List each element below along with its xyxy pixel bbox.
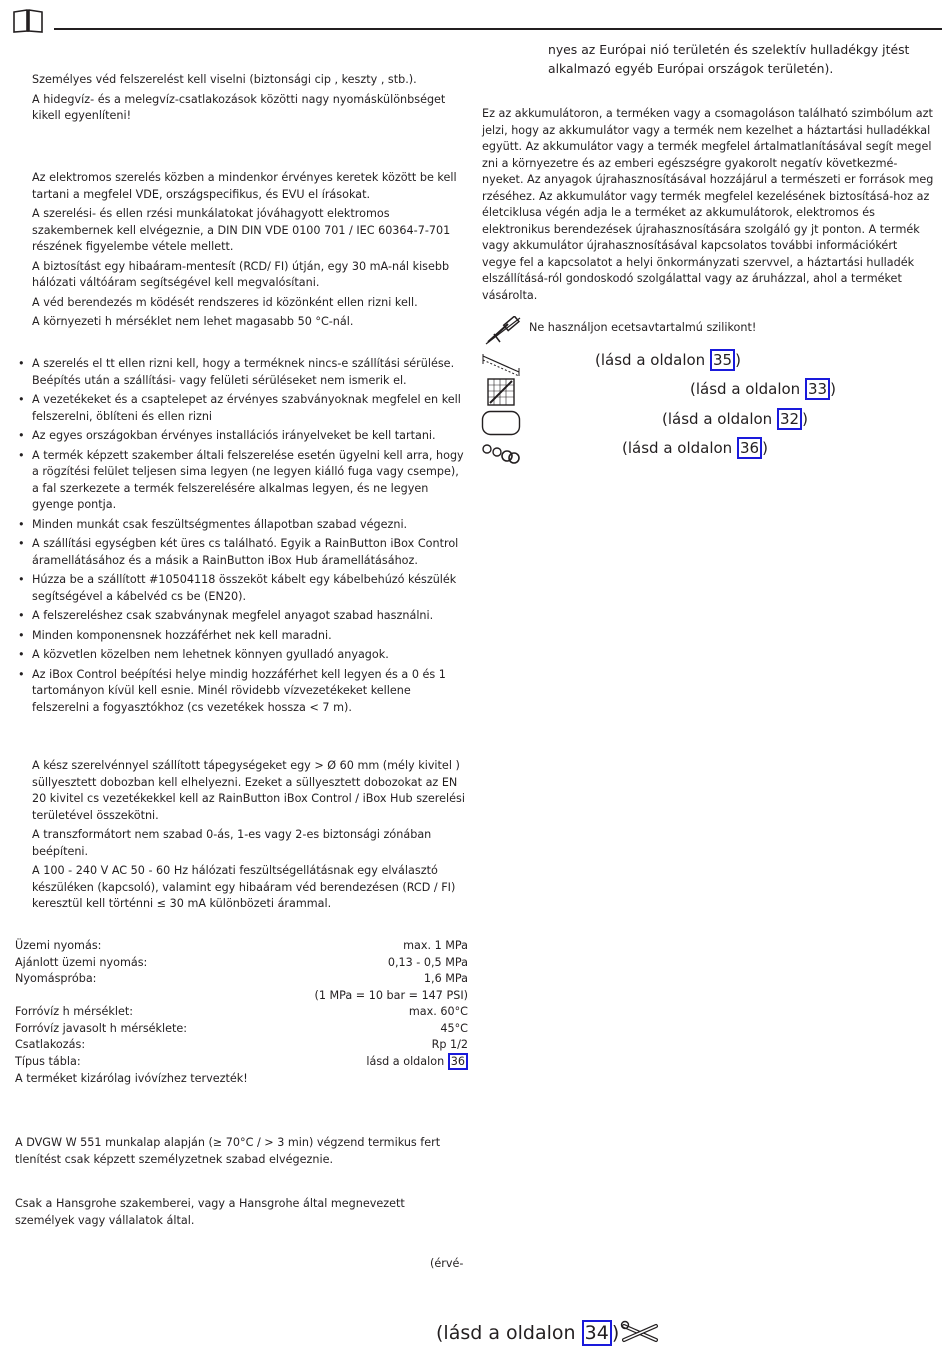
list-item: • A felszereléshez csak szabványnak megfelel anyagot szabad használni. [16, 608, 468, 625]
power-para: A transzformátort nem szabad 0-ás, 1-es vagy 2-es biztonsági zónában beépíteni. [32, 828, 432, 858]
list-item: • Húzza be a szállított #10504118 összeköt kábelt egy kábelbehúzó készülék segítségével a kábelvéd cs be (EN20). [16, 572, 468, 605]
spec-value: Rp 1/2 [431, 1038, 468, 1051]
ref-prefix: (lásd a oldalon [622, 439, 733, 457]
spec-value: 0,13 - 0,5 MPa [387, 955, 468, 969]
ref-suffix: ) [830, 380, 836, 398]
electric-para: A szerelési- és ellen rzési munkálatokat jóváhagyott elektromos szakembernek kell elvégeznie, a DIN DIN VDE 0100 701 / IEC 60364-7-701 részének figyelembe vétele mellett. [32, 207, 451, 253]
ref-prefix: lásd a oldalon [366, 1054, 445, 1068]
electric-section [32, 170, 468, 334]
power-section [32, 758, 468, 916]
disinfection-text: A DVGW W 551 munkalap alapján (≥ 70°C / > 3 min) végzend termikus fert tlenítést csak képzett személyzetnek szabad elvégeznie. [15, 1136, 441, 1166]
list-item: • A szállítási egységben két üres cs található. Egyik a RainButton iBox Control áramellátásához és a másik a RainButton iBox Hub áramellátásához. [16, 536, 468, 569]
ref-prefix: (lásd a oldalon [595, 351, 706, 369]
service-text: Csak a Hansgrohe szakemberei, vagy a Hansgrohe által megnevezett személyek vagy vállalatok által. [15, 1197, 405, 1227]
spec-label: Nyomáspróba: [15, 972, 97, 985]
spec-row [15, 955, 468, 972]
list-item: • Az iBox Control beépítési helye mindig hozzáférhet kell legyen és a 0 és 1 tartományon kívül kell esnie. Minél rövidebb vízvezetékeket kellene felszerelni a fogyasztókhoz (cs vezetékek hossza < 7 m). [16, 667, 468, 717]
list-item: • A termék képzett szakember általi felszerelése esetén ügyelni kell arra, hogy a rögzítési felület teljesen sima legyen (ne legyen kiálló fuga vagy csempe), a fal szerkezete a termék felszerelésére alkalmas legyen, és ne legyen gyenge pontja. [16, 448, 468, 514]
power-para: A kész szerelvénnyel szállított tápegységeket egy > Ø 60 mm (mély kivitel ) süllyesztett dobozban kell elhelyezni. Ezeket a süllyesztett dobozokat az EN 20 kivitel cs vezetékekkel kell az RainButton iBox Control / iBox Hub szerelési területével összekötni. [32, 759, 465, 822]
spec-value: 1,6 MPa [423, 972, 468, 985]
ref-suffix: ) [735, 351, 741, 369]
list-item: • A szerelés el tt ellen rizni kell, hogy a terméknek nincs-e szállítási sérülése. Beépítés után a szállítási- vagy felületi sérüléseket nem ismerik el. [16, 356, 468, 389]
open-book-icon [12, 8, 44, 34]
battery-text: Ez az akkumulátoron, a terméken vagy a csomagoláson található szimbólum azt jelzi, hogy az akkumulátor vagy a termék nem kezelhet a háztartási hulladékkal együtt. Az akkumulátor vagy a termék megfelel ártalmatlanításával segít megel zni a környezetre és az emberi egészségre gyakorolt negatív következmé-nyeket. Az anyagok újrahasznosításával hozzájárul a természeti er források meg rzéséhez. Az akkumulátor vagy termék megfelel kezelésének biztosításá-hoz az életciklusa végén adja le a terméket az akkumulátorok, elektromos és elektronikus berendezések újrahasznosítására szolgáló gy jt ponton. A termék vagy akkumulátor újrahasznosításával kapcsolatos további információkért vegye fel a kapcsolatot a helyi önkormányzati szervvel, a háztartási hulladék elszállításá-ról gondoskodó szolgálattal vagy az áruházzal, ahol a terméket vásárolta. [482, 107, 934, 302]
spec-value: max. 60°C [408, 1005, 468, 1018]
rounded-rectangle-icon [481, 410, 521, 436]
service-section [15, 1196, 465, 1229]
ref-prefix: (lásd a oldalon [690, 380, 801, 398]
spec-value: max. 1 MPa [403, 939, 468, 952]
header-rule [54, 28, 942, 30]
spec-row [15, 1037, 468, 1054]
spec-row [15, 1071, 468, 1088]
intro-ppe: Személyes véd felszerelést kell viselni (biztonsági cip , keszty , stb.). [32, 73, 417, 86]
spec-label: Forróvíz h mérséklet: [15, 1005, 134, 1018]
eu-text: nyes az Európai nió területén és szelektív hulladékgy jtést alkalmazó egyéb Európai országok területén). [548, 42, 910, 76]
spec-row [15, 988, 468, 1005]
list-item: • Az egyes országokban érvényes installációs irányelveket be kell tartani. [16, 428, 468, 445]
spec-label: Forróvíz javasolt h mérséklete: [15, 1021, 188, 1035]
spec-value: 45°C [440, 1021, 468, 1035]
page-ref-link[interactable]: 36 [737, 437, 762, 459]
page-ref-row [690, 376, 836, 402]
eu-section [548, 40, 940, 78]
page-ref-link[interactable]: 36 [448, 1053, 468, 1070]
safety-bullets [16, 356, 468, 719]
page-ref-row [595, 347, 741, 373]
ref-suffix: ) [802, 410, 808, 428]
spec-row [15, 1004, 468, 1021]
page-ref-row [662, 406, 808, 432]
page-ref-link[interactable]: 35 [710, 349, 735, 371]
intro-pressure: A hidegvíz- és a melegvíz-csatlakozások közötti nagy nyomáskülönbséget kikell egyenlíteni! [32, 92, 446, 122]
silicone-gun-icon [484, 316, 524, 346]
spec-row [15, 971, 468, 988]
spec-value [366, 1054, 468, 1071]
disinfection-section [15, 1135, 455, 1168]
spec-row [15, 1021, 468, 1038]
list-item: • Minden komponensnek hozzáférhet nek kell maradni. [16, 628, 468, 645]
list-item: • A vezetékeket és a csaptelepet az érvényes szabványoknak megfelel en kell felszerelni, öblíteni és ellen rizni [16, 392, 468, 425]
intro-section [32, 72, 468, 128]
spec-row [15, 1054, 468, 1071]
footer-ref [436, 1320, 619, 1346]
page-ref-link[interactable]: 33 [805, 378, 830, 400]
electric-para: A biztosítást egy hibaáram-mentesít (RCD/ FI) útján, egy 30 mA-nál kisebb hálózati váltóáram segítségével kell megvalósítani. [32, 259, 450, 289]
ref-suffix: ) [611, 1322, 620, 1344]
page-ref-link[interactable]: 34 [582, 1320, 612, 1346]
spec-label: Ajánlott üzemi nyomás: [15, 955, 148, 969]
battery-section [482, 106, 934, 304]
page-ref-link[interactable]: 32 [777, 408, 802, 430]
electric-para: A véd berendezés m ködését rendszeres id közönként ellen rizni kell. [32, 295, 418, 309]
spec-label: Csatlakozás: [15, 1038, 86, 1051]
ref-prefix: (lásd a oldalon [662, 410, 773, 428]
list-item: • A közvetlen közelben nem lehetnek könnyen gyulladó anyagok. [16, 647, 468, 664]
spec-label: Üzemi nyomás: [15, 939, 102, 952]
list-item: • Minden munkát csak feszültségmentes állapotban szabad végezni. [16, 517, 468, 534]
ref-prefix: (lásd a oldalon [436, 1322, 576, 1344]
spare-parts-icon [481, 442, 521, 466]
dimensions-drawing-icon [481, 352, 521, 376]
silicone-warning: Ne használjon ecetsavtartalmú szilikont! [529, 321, 757, 334]
wrench-tools-icon [620, 1320, 660, 1346]
page-ref-row [622, 435, 768, 461]
text-fragment: (érvé- [430, 1257, 464, 1270]
electric-para: Az elektromos szerelés közben a mindenkor érvényes keretek között be kell tartani a megfelel VDE, országspecifikus, és EVU el írásokat. [32, 171, 457, 201]
electric-para: A környezeti h mérséklet nem lehet magasabb 50 °C-nál. [32, 315, 354, 328]
drinking-water-note: A terméket kizárólag ivóvízhez tervezték! [15, 1072, 248, 1085]
technical-data [15, 938, 468, 1088]
spec-value: (1 MPa = 10 bar = 147 PSI) [314, 988, 468, 1002]
spec-row [15, 938, 468, 955]
power-para: A 100 - 240 V AC 50 - 60 Hz hálózati feszültségellátásnak egy elválasztó készüléken (kapcsoló), valamint egy hibaáram véd berendezésen (RCD / FI) keresztül kell történni ≤ 30 mA különbözeti árammal. [32, 864, 456, 910]
flow-diagram-icon [487, 378, 515, 406]
ref-suffix: ) [762, 439, 768, 457]
spec-label: Típus tábla: [15, 1054, 81, 1068]
